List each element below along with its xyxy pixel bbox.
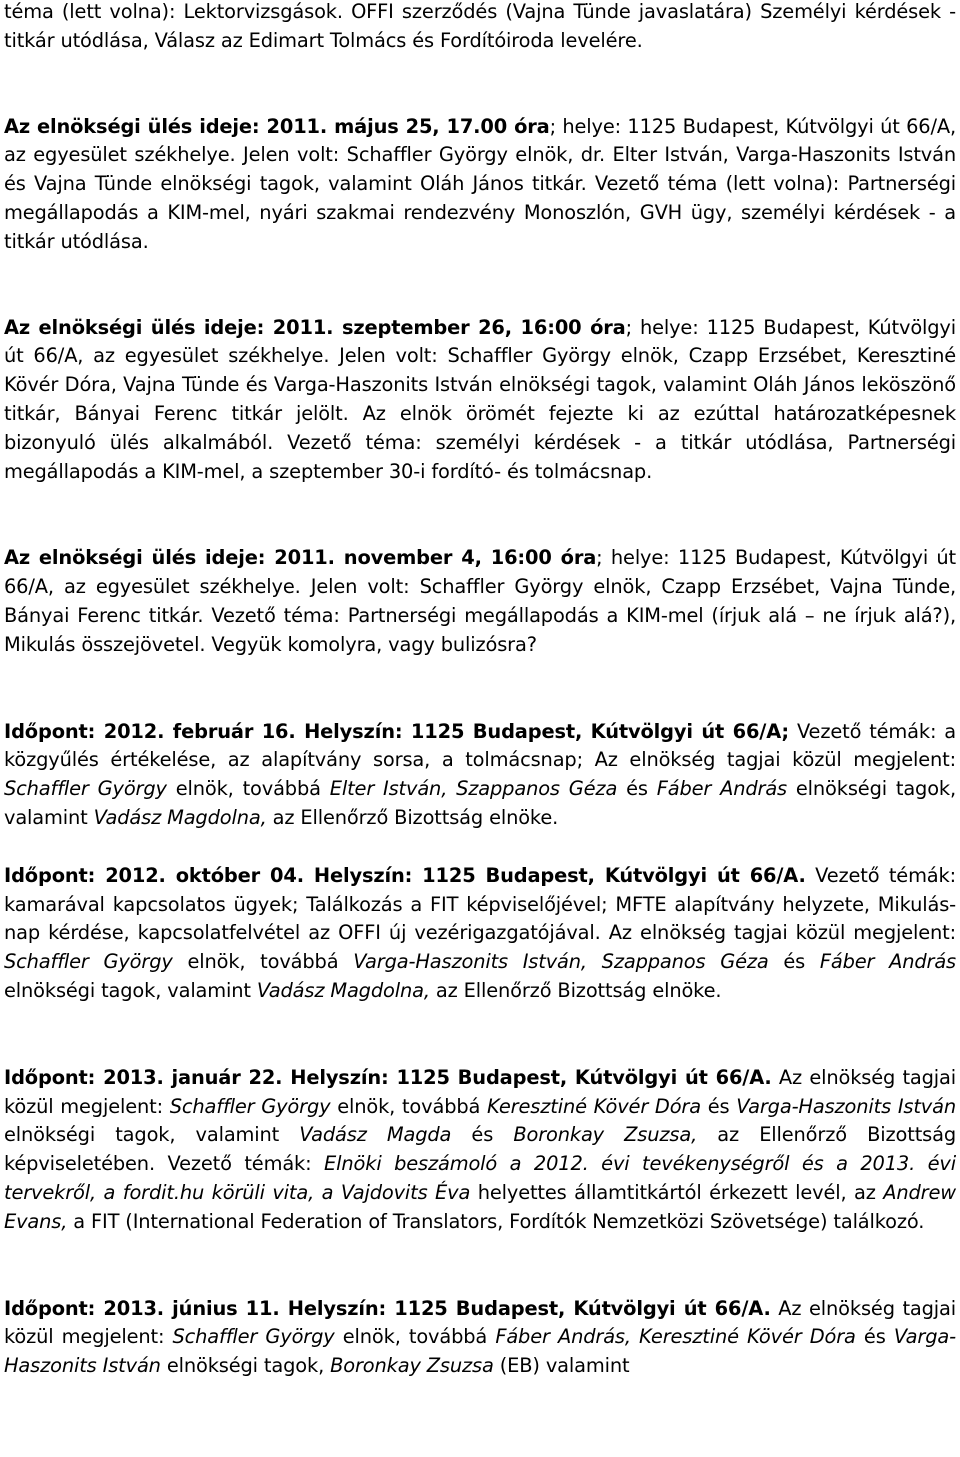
italic-text-run: Varga-Haszonits István bbox=[4, 1325, 956, 1378]
italic-text-run: Boronkay Zsuzsa, bbox=[513, 1123, 698, 1147]
bold-text-run: Időpont: 2012. február 16. Helyszín: 1125 Budapest, Kútvölgyi út 66/A; bbox=[4, 719, 790, 743]
paragraph-meeting-2011-09-26 bbox=[4, 314, 956, 487]
bold-text-run: Időpont: 2012. október 04. Helyszín: 1125 Budapest, Kútvölgyi út 66/A. bbox=[4, 863, 806, 887]
text-run: elnök, továbbá bbox=[172, 950, 354, 974]
text-run: és bbox=[700, 1094, 737, 1118]
italic-text-run: Fáber András, Keresztiné Kövér Dóra bbox=[495, 1325, 856, 1349]
text-run: ; helye: 1125 Budapest, Kútvölgyi út 66/A, az egyesület székhelye. Jelen volt: Schaffler György elnök, Czapp Erzsébet, Vajna Tünde, Bányai Ferenc titkár. Vezető téma: Partnerségi megállapodás a KIM-mel (írjuk alá – ne írjuk alá?), Mikulás összejövetel. Vegyük komolyra, vagy bulizósra? bbox=[4, 546, 956, 656]
italic-text-run: Elnöki beszámoló a 2012. évi tevékenységről és a 2013. évi tervekről, a fordit.hu körüli vita, a Vajdovits Éva bbox=[4, 1152, 956, 1204]
italic-text-run: Boronkay Zsuzsa bbox=[330, 1354, 494, 1378]
paragraph-meeting-2011-05-25 bbox=[4, 113, 956, 257]
italic-text-run: Fáber András bbox=[656, 777, 788, 801]
text-run: és bbox=[855, 1325, 894, 1349]
italic-text-run: Varga-Haszonits István bbox=[736, 1094, 956, 1118]
italic-text-run: Vadász Magdolna, bbox=[93, 805, 267, 829]
paragraph-meeting-2013-01-22 bbox=[4, 1064, 956, 1237]
italic-text-run: Keresztiné Kövér Dóra bbox=[487, 1094, 701, 1118]
paragraph-meeting-2012-10-04 bbox=[4, 862, 956, 1006]
italic-text-run: Schaffler György bbox=[4, 950, 173, 974]
paragraph-intro bbox=[4, 0, 956, 56]
italic-text-run: Vadász Magda bbox=[299, 1123, 452, 1147]
paragraph-meeting-2013-06-11 bbox=[4, 1295, 956, 1381]
bold-text-run: Az elnökségi ülés ideje: 2011. május 25, 17.00 óra bbox=[4, 114, 550, 138]
italic-text-run: Schaffler György bbox=[4, 777, 167, 801]
paragraph-meeting-2012-02-16 bbox=[4, 718, 956, 833]
text-run: elnök, továbbá bbox=[330, 1094, 488, 1118]
text-run: elnökségi tagok, valamint bbox=[4, 978, 257, 1002]
paragraph-meeting-2011-11-04 bbox=[4, 544, 956, 659]
text-run: és bbox=[768, 950, 820, 974]
italic-text-run: Schaffler György bbox=[172, 1325, 335, 1349]
text-run: Az elnökség tagjai közül megjelent: bbox=[4, 1296, 956, 1349]
italic-text-run: Schaffler György bbox=[169, 1094, 331, 1118]
text-run: elnökségi tagok, valamint bbox=[4, 777, 957, 829]
text-run: elnökségi tagok, bbox=[160, 1354, 331, 1378]
text-run: elnök, továbbá bbox=[166, 777, 330, 801]
bold-text-run: Időpont: 2013. június 11. Helyszín: 1125 Budapest, Kútvölgyi út 66/A. bbox=[4, 1296, 771, 1320]
text-run: téma (lett volna): Lektorvizsgások. OFFI szerződés (Vajna Tünde javaslatára) Személyi kérdések - titkár utódlása, Válasz az Edimart Tolmács és Fordítóiroda levelére. bbox=[4, 0, 956, 52]
text-run: elnökségi tagok, valamint bbox=[4, 1123, 300, 1147]
text-run: ; helye: 1125 Budapest, Kútvölgyi út 66/A, az egyesület székhelye. Jelen volt: Schaffler György elnök, dr. Elter István, Varga-Haszonits István és Vajna Tünde elnökségi tagok, valamint Oláh János titkár. Vezető téma (lett volna): Partnerségi megállapodás a KIM-mel, nyári szakmai rendezvény Monoszlón, GVH ügy, személyi kérdések - a titkár utódlása. bbox=[4, 114, 956, 253]
italic-text-run: Vadász Magdolna, bbox=[256, 978, 430, 1002]
text-run: az Ellenőrző Bizottság képviseletében. Vezető témák: bbox=[4, 1123, 956, 1176]
bold-text-run: Időpont: 2013. január 22. Helyszín: 1125 Budapest, Kútvölgyi út 66/A. bbox=[4, 1065, 772, 1089]
text-run: Vezető témák: a közgyűlés értékelése, az alapítvány sorsa, a tolmácsnap; Az elnökség tagjai közül megjelent: bbox=[4, 719, 956, 772]
italic-text-run: Varga-Haszonits István, Szappanos Géza bbox=[353, 950, 769, 974]
text-run: Vezető témák: kamarával kapcsolatos ügyek; Találkozás a FIT képviselőjével; MFTE alapítvány helyzete, Mikulás-nap kérdése, kapcsolatfelvétel az OFFI új vezérigazgatójával. Az elnökség tagjai közül megjelent: bbox=[4, 863, 956, 945]
text-run: az Ellenőrző Bizottság elnöke. bbox=[266, 805, 559, 829]
text-run: és bbox=[451, 1123, 514, 1147]
text-run: helyettes államtitkártól érkezett levél, az bbox=[470, 1180, 884, 1204]
italic-text-run: Fáber András bbox=[819, 950, 957, 974]
text-run: az Ellenőrző Bizottság elnöke. bbox=[429, 978, 722, 1002]
italic-text-run: Andrew Evans, bbox=[4, 1180, 956, 1233]
text-run: a FIT (International Federation of Translators, Fordítók Nemzetközi Szövetsége) találkozó. bbox=[67, 1209, 925, 1233]
bold-text-run: Az elnökségi ülés ideje: 2011. szeptember 26, 16:00 óra bbox=[4, 315, 626, 339]
text-run: és bbox=[617, 777, 657, 801]
text-run: elnök, továbbá bbox=[334, 1325, 496, 1349]
bold-text-run: Az elnökségi ülés ideje: 2011. november 4, 16:00 óra bbox=[4, 546, 597, 570]
text-run: (EB) valamint bbox=[493, 1354, 630, 1378]
text-run: Az elnökség tagjai közül megjelent: bbox=[4, 1065, 956, 1118]
text-run: ; helye: 1125 Budapest, Kútvölgyi út 66/A, az egyesület székhelye. Jelen volt: Schaffler György elnök, Czapp Erzsébet, Keresztiné Kövér Dóra, Vajna Tünde és Varga-Haszonits István elnökségi tagok, valamint Oláh János leköszönő titkár, Bányai Ferenc titkár jelölt. Az elnök örömét fejezte ki az ezúttal határozatképesnek bizonyuló ülés alkalmából. Vezető téma: személyi kérdések - a titkár utódlása, Partnerségi megállapodás a KIM-mel, a szeptember 30-i fordító- és tolmácsnap. bbox=[4, 315, 956, 483]
italic-text-run: Elter István, Szappanos Géza bbox=[329, 777, 618, 801]
